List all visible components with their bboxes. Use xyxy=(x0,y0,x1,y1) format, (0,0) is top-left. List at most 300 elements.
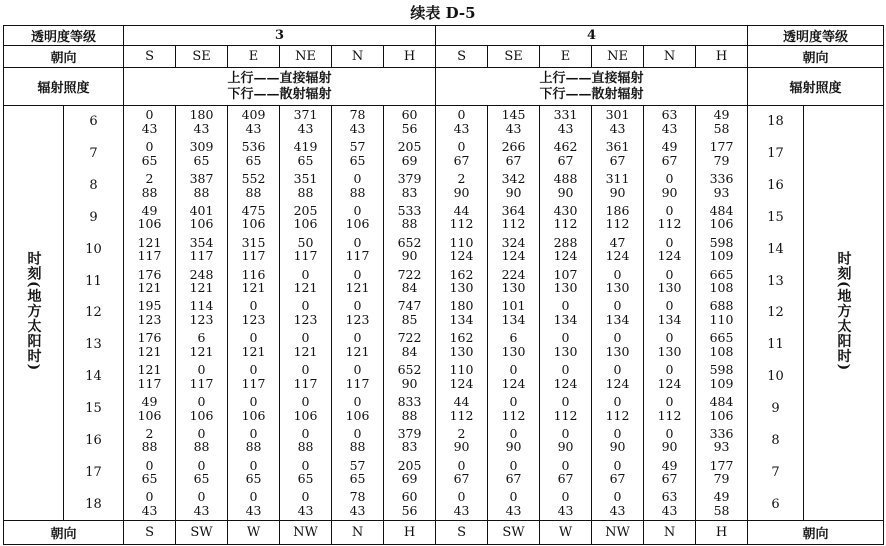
bottom-direction: SW xyxy=(176,521,228,545)
direct-value: 180 xyxy=(449,298,474,314)
direct-value: 6 xyxy=(509,330,518,346)
top-direction: NE xyxy=(592,46,644,68)
diffuse-value: 90 xyxy=(401,375,418,391)
direct-value: 0 xyxy=(353,393,362,409)
diffuse-value: 130 xyxy=(501,280,526,296)
hour-label: 17 xyxy=(767,146,784,162)
diffuse-value: 117 xyxy=(241,248,266,264)
diffuse-value: 121 xyxy=(241,280,266,296)
footer-orientation-label: 朝向 xyxy=(4,521,124,545)
direct-value: 49 xyxy=(713,489,730,505)
diffuse-value: 106 xyxy=(241,407,266,423)
diffuse-value: 84 xyxy=(401,343,418,359)
diffuse-value: 109 xyxy=(709,248,734,264)
direct-value: 266 xyxy=(501,139,526,155)
direct-value: 0 xyxy=(665,425,674,441)
bottom-direction: S xyxy=(124,521,176,545)
direct-value: 0 xyxy=(665,234,674,250)
hour-column-left xyxy=(64,106,124,521)
hour-label: 6 xyxy=(89,114,98,130)
direct-value: 0 xyxy=(613,425,622,441)
diffuse-value: 88 xyxy=(245,184,262,200)
transparency-label: 透明度等级 xyxy=(4,26,124,46)
direct-value: 351 xyxy=(293,171,318,187)
diffuse-value: 65 xyxy=(349,152,366,168)
hour-label: 12 xyxy=(767,305,784,321)
direct-value: 652 xyxy=(397,362,422,378)
direct-value: 180 xyxy=(189,107,214,123)
diffuse-value: 43 xyxy=(193,120,210,136)
direct-value: 833 xyxy=(397,393,422,409)
direct-value: 0 xyxy=(613,330,622,346)
diffuse-value: 124 xyxy=(553,375,578,391)
direct-value: 652 xyxy=(397,234,422,250)
direct-value: 598 xyxy=(709,362,734,378)
value-column xyxy=(228,106,280,521)
direct-value: 0 xyxy=(665,330,674,346)
diffuse-value: 88 xyxy=(349,184,366,200)
direct-value: 0 xyxy=(509,457,518,473)
diffuse-value: 112 xyxy=(657,407,682,423)
direct-value: 0 xyxy=(197,393,206,409)
hour-label: 10 xyxy=(85,241,102,257)
direct-value: 0 xyxy=(353,171,362,187)
hour-label: 6 xyxy=(771,496,780,512)
hour-label: 8 xyxy=(89,178,98,194)
diffuse-value: 124 xyxy=(657,375,682,391)
diffuse-value: 121 xyxy=(241,343,266,359)
diffuse-value: 43 xyxy=(193,503,210,519)
direct-value: 536 xyxy=(241,139,266,155)
diffuse-value: 88 xyxy=(141,184,158,200)
direct-value: 0 xyxy=(301,457,310,473)
direct-value: 0 xyxy=(249,489,258,505)
hour-label: 18 xyxy=(767,114,784,130)
top-direction: E xyxy=(228,46,280,68)
direct-value: 0 xyxy=(665,171,674,187)
top-direction: N xyxy=(332,46,384,68)
diffuse-value: 65 xyxy=(141,471,158,487)
top-direction: H xyxy=(696,46,748,68)
diffuse-value: 67 xyxy=(505,152,522,168)
diffuse-value: 121 xyxy=(137,343,162,359)
direct-value: 0 xyxy=(197,489,206,505)
diffuse-value: 43 xyxy=(245,503,262,519)
diffuse-value: 106 xyxy=(709,407,734,423)
direct-value: 0 xyxy=(197,362,206,378)
diffuse-value: 43 xyxy=(661,503,678,519)
hour-label: 18 xyxy=(85,496,102,512)
direct-value: 162 xyxy=(449,266,474,282)
hour-column-right xyxy=(748,106,804,521)
diffuse-value: 69 xyxy=(401,152,418,168)
direct-value: 63 xyxy=(661,489,678,505)
direct-value: 0 xyxy=(301,330,310,346)
direct-value: 224 xyxy=(501,266,526,282)
direct-value: 0 xyxy=(301,393,310,409)
diffuse-value: 106 xyxy=(345,216,370,232)
diffuse-value: 67 xyxy=(609,152,626,168)
direct-value: 0 xyxy=(561,330,570,346)
bottom-direction: N xyxy=(332,521,384,545)
diffuse-value: 117 xyxy=(241,375,266,391)
diffuse-value: 134 xyxy=(501,311,526,327)
diffuse-value: 112 xyxy=(553,216,578,232)
diffuse-value: 43 xyxy=(557,120,574,136)
direct-value: 49 xyxy=(141,393,158,409)
direct-value: 195 xyxy=(137,298,162,314)
direct-value: 0 xyxy=(509,362,518,378)
direct-value: 315 xyxy=(241,234,266,250)
hour-label: 15 xyxy=(767,209,784,225)
diffuse-value: 123 xyxy=(241,311,266,327)
diffuse-value: 90 xyxy=(557,439,574,455)
diffuse-value: 65 xyxy=(193,152,210,168)
direct-value: 379 xyxy=(397,171,422,187)
diffuse-value: 106 xyxy=(137,407,162,423)
value-column xyxy=(644,106,696,521)
diffuse-value: 88 xyxy=(245,439,262,455)
bottom-direction: W xyxy=(228,521,280,545)
diffuse-value: 85 xyxy=(401,311,418,327)
diffuse-value: 43 xyxy=(661,120,678,136)
direct-value: 49 xyxy=(661,139,678,155)
diffuse-value: 43 xyxy=(609,120,626,136)
diffuse-value: 106 xyxy=(345,407,370,423)
direct-value: 488 xyxy=(553,171,578,187)
direct-value: 0 xyxy=(561,362,570,378)
direct-value: 0 xyxy=(145,489,154,505)
diffuse-value: 121 xyxy=(345,343,370,359)
diffuse-value: 65 xyxy=(349,471,366,487)
direct-value: 0 xyxy=(613,457,622,473)
diffuse-value: 130 xyxy=(657,343,682,359)
table-caption: 续表 D-5 xyxy=(410,4,476,22)
diffuse-value: 93 xyxy=(713,439,730,455)
diffuse-value: 88 xyxy=(297,184,314,200)
direct-value: 57 xyxy=(349,457,366,473)
diffuse-value: 88 xyxy=(401,407,418,423)
diffuse-value: 123 xyxy=(137,311,162,327)
diffuse-value: 67 xyxy=(557,471,574,487)
diffuse-value: 43 xyxy=(349,120,366,136)
direct-value: 324 xyxy=(501,234,526,250)
diffuse-value: 88 xyxy=(349,439,366,455)
top-direction: H xyxy=(384,46,436,68)
diffuse-value: 124 xyxy=(605,248,630,264)
footer-orientation-label-right: 朝向 xyxy=(748,521,884,545)
hour-label: 11 xyxy=(767,337,784,353)
time-label-right xyxy=(804,106,884,521)
direct-value: 0 xyxy=(561,393,570,409)
diffuse-value: 65 xyxy=(245,152,262,168)
diffuse-value: 43 xyxy=(245,120,262,136)
direct-value: 205 xyxy=(293,202,318,218)
diffuse-value: 134 xyxy=(657,311,682,327)
direct-value: 107 xyxy=(553,266,578,282)
direct-value: 177 xyxy=(709,139,734,155)
note-direct: 上行——直接辐射 xyxy=(227,70,332,86)
diffuse-value: 124 xyxy=(657,248,682,264)
diffuse-value: 112 xyxy=(501,216,526,232)
direct-value: 50 xyxy=(297,234,314,250)
direct-value: 49 xyxy=(713,107,730,123)
top-direction: S xyxy=(436,46,488,68)
direct-value: 484 xyxy=(709,393,734,409)
direct-value: 44 xyxy=(453,393,470,409)
direct-value: 60 xyxy=(401,489,418,505)
diffuse-value: 90 xyxy=(557,184,574,200)
note-diffuse: 下行——散射辐射 xyxy=(227,86,332,102)
diffuse-value: 112 xyxy=(449,407,474,423)
direct-value: 110 xyxy=(449,234,474,250)
direct-value: 78 xyxy=(349,107,366,123)
diffuse-value: 117 xyxy=(137,375,162,391)
hour-label: 7 xyxy=(771,464,780,480)
diffuse-value: 106 xyxy=(241,216,266,232)
direct-value: 0 xyxy=(665,298,674,314)
direct-value: 301 xyxy=(605,107,630,123)
diffuse-value: 58 xyxy=(713,503,730,519)
diffuse-value: 130 xyxy=(501,343,526,359)
hour-label: 12 xyxy=(85,305,102,321)
direct-value: 0 xyxy=(613,393,622,409)
direct-value: 0 xyxy=(249,393,258,409)
time-label-text: 时刻(地方太阳时) xyxy=(25,250,42,372)
direct-value: 2 xyxy=(457,425,466,441)
direct-value: 688 xyxy=(709,298,734,314)
direct-value: 0 xyxy=(509,393,518,409)
direct-value: 0 xyxy=(457,489,466,505)
transparency-label-right: 透明度等级 xyxy=(748,26,884,46)
hour-label: 10 xyxy=(767,369,784,385)
diffuse-value: 90 xyxy=(609,439,626,455)
direct-value: 114 xyxy=(189,298,214,314)
direct-value: 552 xyxy=(241,171,266,187)
bottom-direction: W xyxy=(540,521,592,545)
hour-label: 14 xyxy=(85,369,102,385)
note-diffuse: 下行——散射辐射 xyxy=(539,86,644,102)
direct-value: 44 xyxy=(453,202,470,218)
direct-value: 722 xyxy=(397,330,422,346)
diffuse-value: 130 xyxy=(449,343,474,359)
hour-label: 17 xyxy=(85,464,102,480)
diffuse-value: 84 xyxy=(401,280,418,296)
diffuse-value: 67 xyxy=(557,152,574,168)
diffuse-value: 112 xyxy=(657,216,682,232)
direct-value: 0 xyxy=(561,489,570,505)
direct-value: 0 xyxy=(353,298,362,314)
diffuse-value: 65 xyxy=(193,471,210,487)
diffuse-value: 43 xyxy=(297,120,314,136)
bottom-direction: N xyxy=(644,521,696,545)
diffuse-value: 106 xyxy=(137,216,162,232)
direct-value: 0 xyxy=(301,425,310,441)
direct-value: 379 xyxy=(397,425,422,441)
direct-value: 186 xyxy=(605,202,630,218)
orientation-label: 朝向 xyxy=(4,46,124,68)
diffuse-value: 130 xyxy=(605,280,630,296)
group-3-label: 3 xyxy=(124,26,436,46)
direct-value: 533 xyxy=(397,202,422,218)
direct-value: 336 xyxy=(709,171,734,187)
diffuse-value: 56 xyxy=(401,503,418,519)
direct-value: 665 xyxy=(709,266,734,282)
diffuse-value: 112 xyxy=(501,407,526,423)
direct-value: 0 xyxy=(613,266,622,282)
direct-value: 145 xyxy=(501,107,526,123)
hour-label: 7 xyxy=(89,146,98,162)
diffuse-value: 121 xyxy=(137,280,162,296)
direct-value: 2 xyxy=(145,171,154,187)
direct-value: 78 xyxy=(349,489,366,505)
direct-value: 121 xyxy=(137,234,162,250)
diffuse-value: 130 xyxy=(553,343,578,359)
diffuse-value: 43 xyxy=(349,503,366,519)
direct-value: 0 xyxy=(301,362,310,378)
direct-value: 0 xyxy=(457,139,466,155)
direct-value: 484 xyxy=(709,202,734,218)
diffuse-value: 90 xyxy=(609,184,626,200)
diffuse-value: 117 xyxy=(189,375,214,391)
direct-value: 336 xyxy=(709,425,734,441)
direct-value: 176 xyxy=(137,266,162,282)
diffuse-value: 121 xyxy=(189,343,214,359)
direct-value: 0 xyxy=(613,362,622,378)
diffuse-value: 69 xyxy=(401,471,418,487)
radiation-note xyxy=(436,68,748,106)
radiation-note xyxy=(124,68,436,106)
direct-value: 0 xyxy=(301,298,310,314)
irradiance-label-right: 辐射照度 xyxy=(748,68,884,106)
diffuse-value: 121 xyxy=(293,280,318,296)
diffuse-value: 67 xyxy=(505,471,522,487)
direct-value: 311 xyxy=(605,171,630,187)
value-column xyxy=(592,106,644,521)
diffuse-value: 130 xyxy=(553,280,578,296)
direct-value: 116 xyxy=(241,266,266,282)
direct-value: 121 xyxy=(137,362,162,378)
direct-value: 401 xyxy=(189,202,214,218)
diffuse-value: 90 xyxy=(661,439,678,455)
diffuse-value: 58 xyxy=(713,120,730,136)
bottom-direction: H xyxy=(384,521,436,545)
diffuse-value: 124 xyxy=(605,375,630,391)
diffuse-value: 67 xyxy=(609,471,626,487)
diffuse-value: 108 xyxy=(709,343,734,359)
diffuse-value: 88 xyxy=(193,184,210,200)
diffuse-value: 90 xyxy=(661,184,678,200)
direct-value: 101 xyxy=(501,298,526,314)
direct-value: 0 xyxy=(301,266,310,282)
direct-value: 6 xyxy=(197,330,206,346)
top-direction: SE xyxy=(176,46,228,68)
diffuse-value: 83 xyxy=(401,184,418,200)
hour-label: 16 xyxy=(767,178,784,194)
diffuse-value: 65 xyxy=(297,471,314,487)
direct-value: 331 xyxy=(553,107,578,123)
hour-label: 15 xyxy=(85,401,102,417)
direct-value: 205 xyxy=(397,457,422,473)
time-label-left xyxy=(4,106,64,521)
direct-value: 0 xyxy=(145,139,154,155)
group-4-label: 4 xyxy=(436,26,748,46)
diffuse-value: 130 xyxy=(449,280,474,296)
diffuse-value: 123 xyxy=(293,311,318,327)
direct-value: 0 xyxy=(665,393,674,409)
diffuse-value: 43 xyxy=(141,120,158,136)
top-direction: NE xyxy=(280,46,332,68)
diffuse-value: 117 xyxy=(293,375,318,391)
diffuse-value: 121 xyxy=(345,280,370,296)
direct-value: 0 xyxy=(457,107,466,123)
diffuse-value: 117 xyxy=(293,248,318,264)
direct-value: 63 xyxy=(661,107,678,123)
hour-label: 16 xyxy=(85,432,102,448)
direct-value: 110 xyxy=(449,362,474,378)
hour-label: 8 xyxy=(771,432,780,448)
direct-value: 0 xyxy=(249,457,258,473)
diffuse-value: 130 xyxy=(605,343,630,359)
diffuse-value: 79 xyxy=(713,152,730,168)
direct-value: 364 xyxy=(501,202,526,218)
direct-value: 665 xyxy=(709,330,734,346)
diffuse-value: 43 xyxy=(609,503,626,519)
direct-value: 0 xyxy=(613,298,622,314)
direct-value: 0 xyxy=(301,489,310,505)
direct-value: 0 xyxy=(613,489,622,505)
diffuse-value: 112 xyxy=(605,216,630,232)
direct-value: 309 xyxy=(189,139,214,155)
diffuse-value: 83 xyxy=(401,439,418,455)
direct-value: 0 xyxy=(561,425,570,441)
direct-value: 462 xyxy=(553,139,578,155)
irradiance-label: 辐射照度 xyxy=(4,68,124,106)
diffuse-value: 67 xyxy=(453,471,470,487)
top-direction: E xyxy=(540,46,592,68)
direct-value: 387 xyxy=(189,171,214,187)
value-column xyxy=(488,106,540,521)
diffuse-value: 67 xyxy=(453,152,470,168)
direct-value: 0 xyxy=(249,298,258,314)
diffuse-value: 134 xyxy=(605,311,630,327)
diffuse-value: 43 xyxy=(505,503,522,519)
direct-value: 0 xyxy=(353,425,362,441)
diffuse-value: 134 xyxy=(553,311,578,327)
direct-value: 354 xyxy=(189,234,214,250)
direct-value: 0 xyxy=(509,489,518,505)
top-direction: S xyxy=(124,46,176,68)
direct-value: 2 xyxy=(457,171,466,187)
diffuse-value: 106 xyxy=(189,407,214,423)
hour-label: 13 xyxy=(767,273,784,289)
diffuse-value: 124 xyxy=(553,248,578,264)
bottom-direction: S xyxy=(436,521,488,545)
top-direction: N xyxy=(644,46,696,68)
diffuse-value: 93 xyxy=(713,184,730,200)
diffuse-value: 88 xyxy=(401,216,418,232)
direct-value: 205 xyxy=(397,139,422,155)
direct-value: 2 xyxy=(145,425,154,441)
diffuse-value: 117 xyxy=(345,248,370,264)
direct-value: 47 xyxy=(609,234,626,250)
direct-value: 0 xyxy=(353,266,362,282)
direct-value: 0 xyxy=(561,298,570,314)
direct-value: 0 xyxy=(665,202,674,218)
diffuse-value: 88 xyxy=(141,439,158,455)
value-column xyxy=(540,106,592,521)
direct-value: 49 xyxy=(141,202,158,218)
